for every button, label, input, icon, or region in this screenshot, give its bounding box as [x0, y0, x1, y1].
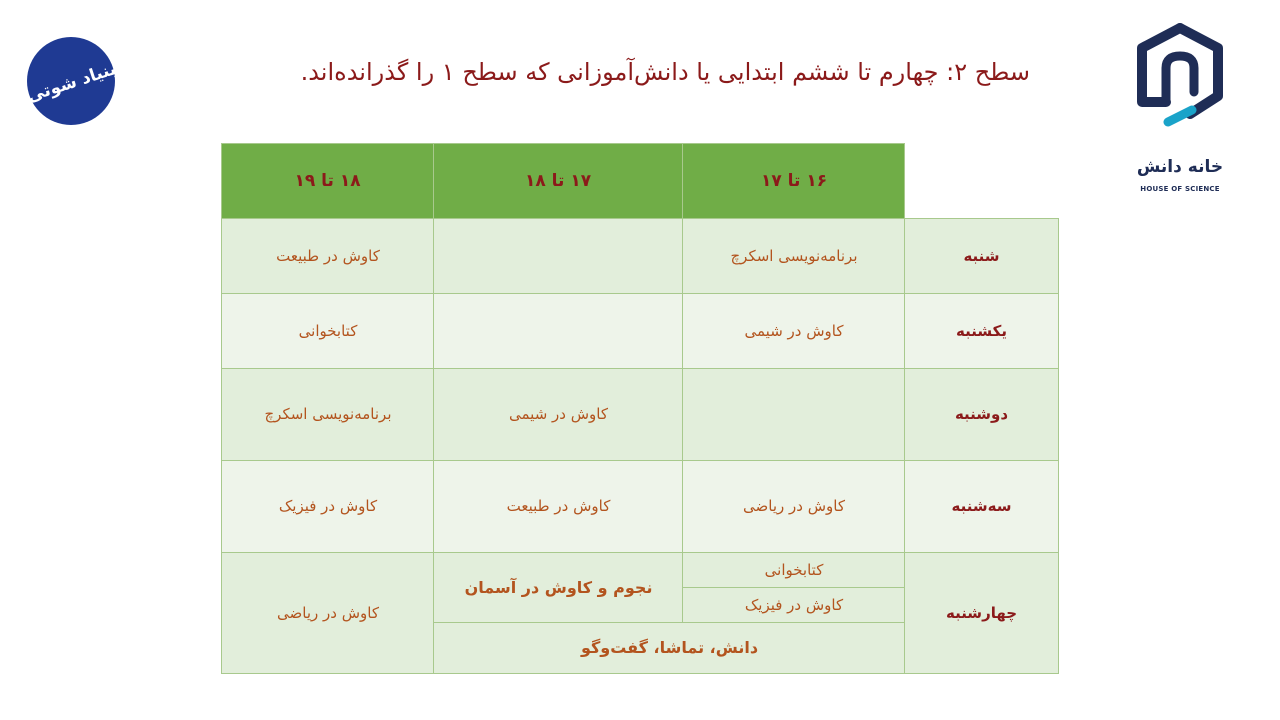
- day-wednesday: چهارشنبه: [905, 552, 1058, 673]
- slide-title: سطح ۲: چهارم تا ششم ابتدایی یا دانش‌آموزانی که سطح ۱ را گذرانده‌اند.: [300, 58, 1030, 86]
- logo-name-en: HOUSE OF SCIENCE: [1140, 185, 1220, 193]
- bonyad-logo-text: بنیاد شوتی: [26, 59, 116, 107]
- house-icon: [1132, 22, 1228, 152]
- row-2-slot-2: [434, 293, 683, 368]
- table-border: [221, 143, 905, 144]
- header-16-17: ۱۶ تا ۱۷: [683, 143, 905, 218]
- row-5-slot-1a: کتابخوانی: [683, 552, 905, 587]
- row-4-slot-1: کاوش در ریاضی: [683, 460, 905, 552]
- row-5-slot-1b: کاوش در فیزیک: [683, 587, 905, 622]
- row-3-slot-3: برنامه‌نویسی اسکرچ: [222, 368, 434, 460]
- row-4-slot-2: کاوش در طبیعت: [434, 460, 683, 552]
- table-border: [904, 143, 905, 674]
- house-of-science-logo: [1132, 22, 1228, 193]
- row-5-slot-3: کاوش در ریاضی: [222, 552, 434, 673]
- row-2-slot-3: کتابخوانی: [222, 293, 434, 368]
- table-border: [221, 293, 1059, 294]
- day-tuesday: سه‌شنبه: [905, 460, 1058, 552]
- bonyad-logo: [26, 36, 116, 126]
- header-18-19: ۱۸ تا ۱۹: [222, 143, 434, 218]
- row-1-slot-1: برنامه‌نویسی اسکرچ: [683, 218, 905, 293]
- table-border: [221, 368, 1059, 369]
- table-border: [221, 143, 222, 674]
- row-3-slot-1: [683, 368, 905, 460]
- row-4-slot-3: کاوش در فیزیک: [222, 460, 434, 552]
- table-border: [682, 143, 683, 623]
- table-border: [221, 673, 1059, 674]
- table-border: [433, 143, 434, 674]
- day-monday: دوشنبه: [905, 368, 1058, 460]
- row-5-merged-slot: دانش، تماشا، گفت‌وگو: [434, 622, 905, 673]
- table-border: [221, 218, 1059, 219]
- row-5-slot-2: نجوم و کاوش در آسمان: [434, 552, 683, 622]
- row-1-slot-2: [434, 218, 683, 293]
- day-sunday: یکشنبه: [905, 293, 1058, 368]
- table-border: [221, 552, 1059, 553]
- logo-name-fa: خانه دانش: [1136, 157, 1224, 177]
- row-1-slot-3: کاوش در طبیعت: [222, 218, 434, 293]
- header-17-18: ۱۷ تا ۱۸: [434, 143, 683, 218]
- table-border: [221, 460, 1059, 461]
- table-border: [683, 587, 905, 588]
- row-3-slot-2: کاوش در شیمی: [434, 368, 683, 460]
- table-border: [1058, 218, 1059, 674]
- row-2-slot-1: کاوش در شیمی: [683, 293, 905, 368]
- day-saturday: شنبه: [905, 218, 1058, 293]
- table-border: [434, 622, 905, 623]
